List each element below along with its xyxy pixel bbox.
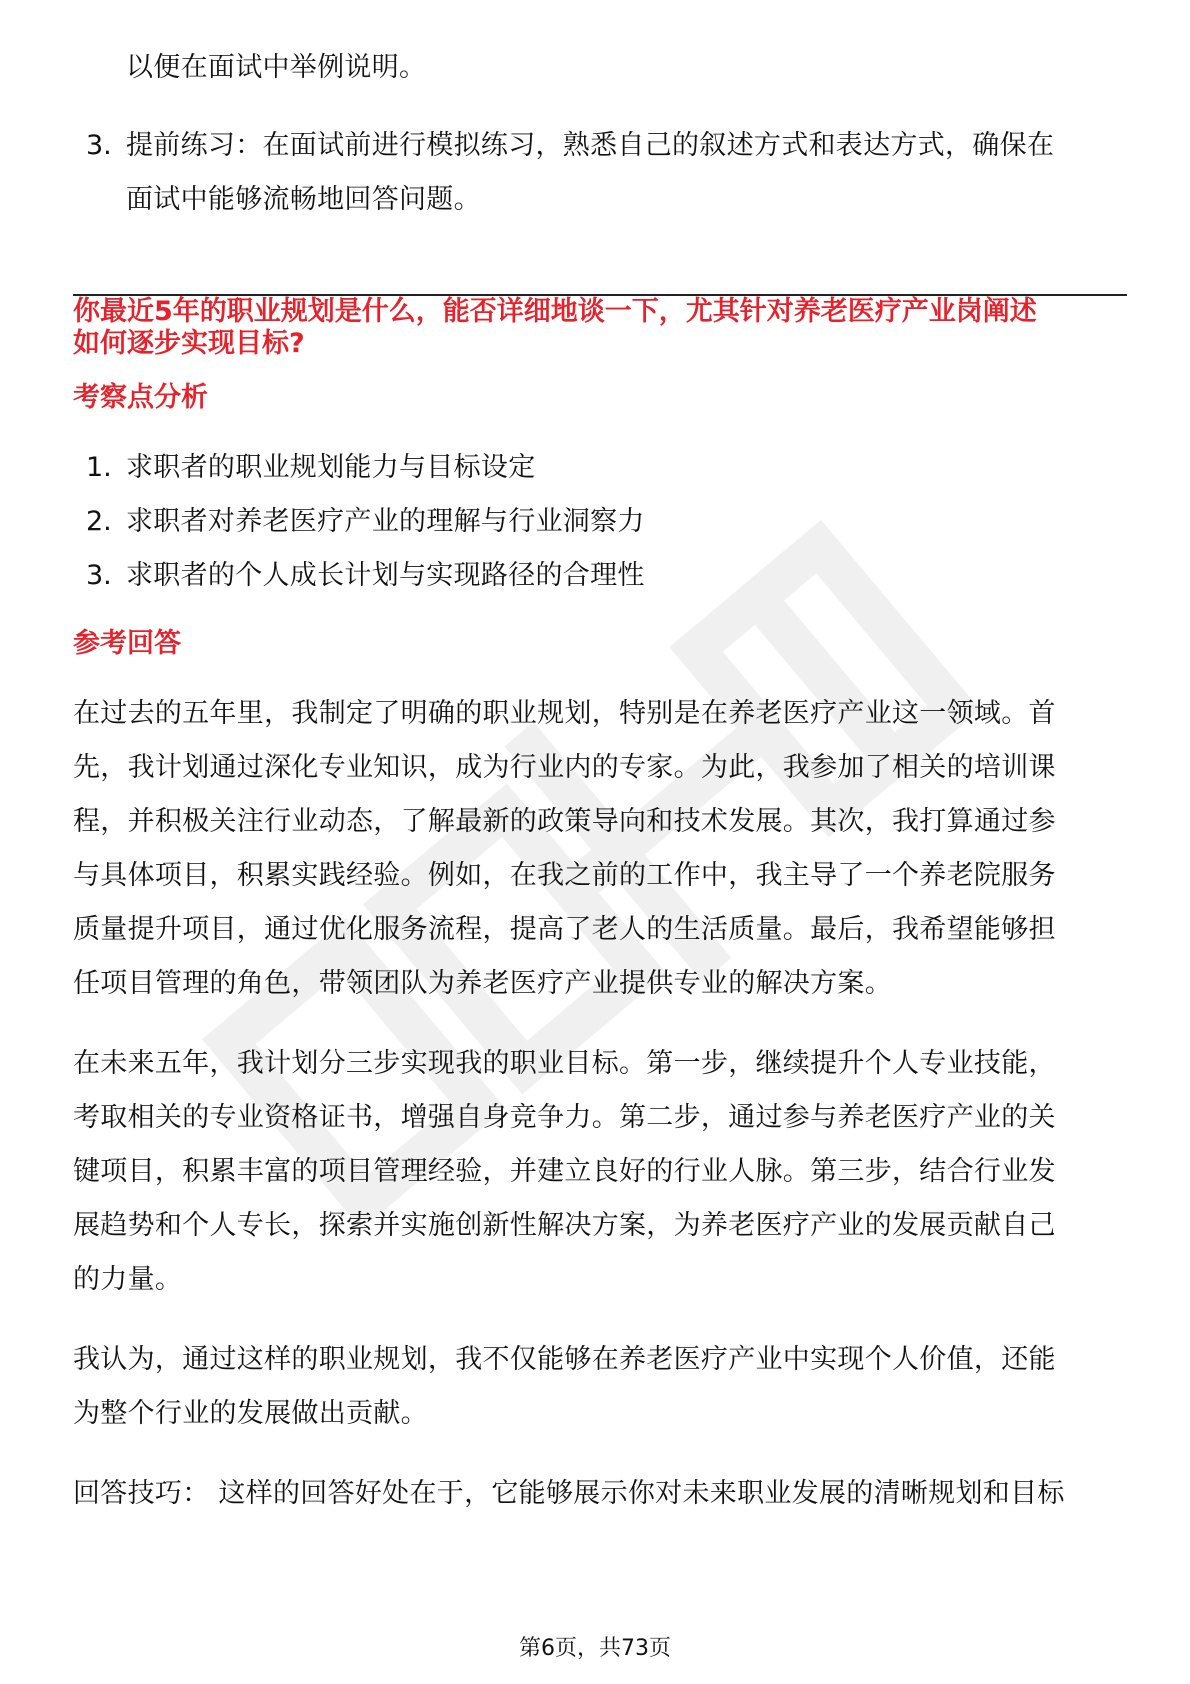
answer-tip: 回答技巧： 这样的回答好处在于，它能够展示你对未来职业发展的清晰规划和目标 [73, 1478, 1065, 1509]
question-heading: 你最近5年的职业规划是什么，能否详细地谈一下，尤其针对养老医疗产业岗阐述 [73, 296, 1037, 327]
paragraph-line: 在未来五年，我计划分三步实现我的职业目标。第一步，继续提升个人专业技能， [73, 1048, 1056, 1079]
body-text-line: 以便在面试中举例说明。 [126, 52, 427, 83]
page-number: 第6页，共73页 [519, 1636, 671, 1661]
paragraph-line: 与具体项目，积累实践经验。例如，在我之前的工作中，我主导了一个养老院服务 [73, 860, 1056, 891]
paragraph-line: 先，我计划通过深化专业知识，成为行业内的专家。为此，我参加了相关的培训课 [73, 752, 1056, 783]
paragraph-line: 的力量。 [73, 1264, 183, 1295]
analysis-heading: 考察点分析 [73, 382, 208, 413]
paragraph-line: 程，并积极关注行业动态，了解最新的政策导向和技术发展。其次，我打算通过参 [73, 806, 1056, 837]
paragraph-line: 键项目，积累丰富的项目管理经验，并建立良好的行业人脉。第三步，结合行业发 [73, 1156, 1056, 1187]
paragraph-line: 在过去的五年里，我制定了明确的职业规划，特别是在养老医疗产业这一领域。首 [73, 698, 1056, 729]
paragraph-line: 考取相关的专业资格证书，增强自身竞争力。第二步，通过参与养老医疗产业的关 [73, 1102, 1056, 1133]
list-item-text: 提前练习：在面试前进行模拟练习，熟悉自己的叙述方式和表达方式，确保在 [126, 130, 1055, 161]
question-heading: 如何逐步实现目标? [73, 328, 305, 359]
list-number: 3. [86, 560, 112, 591]
list-item-text: 求职者的职业规划能力与目标设定 [126, 452, 536, 483]
list-number: 1. [86, 452, 112, 483]
paragraph-line: 展趋势和个人专长，探索并实施创新性解决方案，为养老医疗产业的发展贡献自己 [73, 1210, 1056, 1241]
list-number: 3. [86, 130, 112, 161]
list-number: 2. [86, 506, 112, 537]
paragraph-line: 质量提升项目，通过优化服务流程，提高了老人的生活质量。最后，我希望能够担 [73, 914, 1056, 945]
list-item-text: 面试中能够流畅地回答问题。 [126, 184, 481, 215]
paragraph-line: 为整个行业的发展做出贡献。 [73, 1398, 428, 1429]
paragraph-line: 任项目管理的角色，带领团队为养老医疗产业提供专业的解决方案。 [73, 968, 892, 999]
answer-heading: 参考回答 [73, 628, 181, 659]
paragraph-line: 我认为，通过这样的职业规划，我不仅能够在养老医疗产业中实现个人价值，还能 [73, 1344, 1056, 1375]
list-item-text: 求职者对养老医疗产业的理解与行业洞察力 [126, 506, 645, 537]
list-item-text: 求职者的个人成长计划与实现路径的合理性 [126, 560, 645, 591]
